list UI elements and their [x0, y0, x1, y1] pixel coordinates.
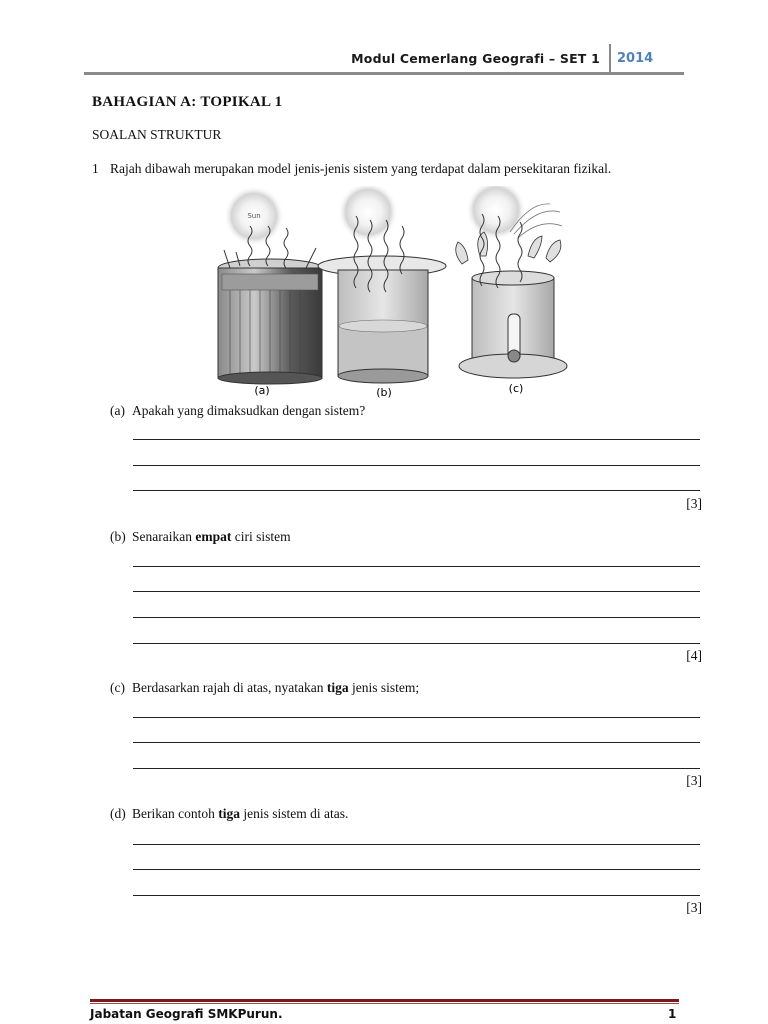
header-rule — [84, 72, 684, 75]
part-d-marks: [3] — [686, 900, 702, 915]
header-year: 2014 — [617, 51, 654, 66]
systems-diagram — [210, 186, 600, 400]
answer-line[interactable] — [133, 895, 700, 896]
model-c — [456, 186, 567, 395]
footer-text: Jabatan Geografi SMKPurun. — [90, 1007, 283, 1021]
label-c: (c) — [508, 382, 524, 395]
part-c-marks: [3] — [686, 773, 702, 788]
answer-line[interactable] — [133, 869, 700, 870]
part-c-question — [110, 680, 419, 696]
part-a-marks: [3] — [686, 496, 702, 511]
answer-line[interactable] — [133, 566, 700, 567]
part-d-label: (d) — [110, 806, 126, 821]
answer-line[interactable] — [133, 617, 700, 618]
answer-line[interactable] — [133, 490, 700, 491]
question-text: Rajah dibawah merupakan model jenis-jenis sistem yang terdapat dalam persekitaran fizikal. — [110, 161, 612, 176]
part-a-label: (a) — [110, 403, 125, 418]
answer-line[interactable] — [133, 591, 700, 592]
part-c-text-pre: Berdasarkan rajah di atas, nyatakan — [132, 680, 327, 695]
part-d-text-pre: Berikan contoh — [132, 806, 219, 821]
label-a: (a) — [254, 384, 270, 397]
part-d-text-bold: tiga — [218, 806, 240, 821]
part-c-text-bold: tiga — [326, 680, 349, 695]
label-b: (b) — [376, 386, 392, 399]
sun-b — [338, 186, 398, 242]
part-c-label: (c) — [110, 680, 125, 695]
header-title: Modul Cemerlang Geografi – SET 1 — [351, 51, 600, 66]
footer-rule-thin — [90, 1003, 679, 1004]
sun-label: Sun — [247, 212, 261, 220]
answer-line[interactable] — [133, 844, 700, 845]
part-b-text-post: ciri sistem — [231, 529, 291, 544]
model-a — [218, 186, 322, 397]
page-number: 1 — [668, 1007, 677, 1021]
section-title: BAHAGIAN A: TOPIKAL 1 — [92, 94, 283, 110]
answer-line[interactable] — [133, 768, 700, 769]
subsection-title: SOALAN STRUKTUR — [92, 127, 222, 142]
header-divider — [609, 44, 611, 74]
part-c-text-post: jenis sistem; — [348, 680, 420, 695]
part-b-text-pre: Senaraikan — [132, 529, 196, 544]
answer-line[interactable] — [133, 643, 700, 644]
question-1 — [92, 161, 611, 177]
part-a-question — [110, 403, 365, 419]
answer-line[interactable] — [133, 717, 700, 718]
part-b-marks: [4] — [686, 648, 702, 663]
answer-line[interactable] — [133, 742, 700, 743]
model-b — [318, 186, 446, 399]
question-number: 1 — [92, 161, 99, 176]
part-a-text: Apakah yang dimaksudkan dengan sistem? — [132, 403, 366, 418]
answer-line[interactable] — [133, 465, 700, 466]
answer-line[interactable] — [133, 439, 700, 440]
part-d-question — [110, 806, 348, 822]
part-b-label: (b) — [110, 529, 126, 544]
part-b-text-bold: empat — [195, 529, 232, 544]
part-d-text-post: jenis sistem di atas. — [239, 806, 349, 821]
footer-rule — [90, 999, 679, 1002]
part-b-question — [110, 529, 291, 545]
